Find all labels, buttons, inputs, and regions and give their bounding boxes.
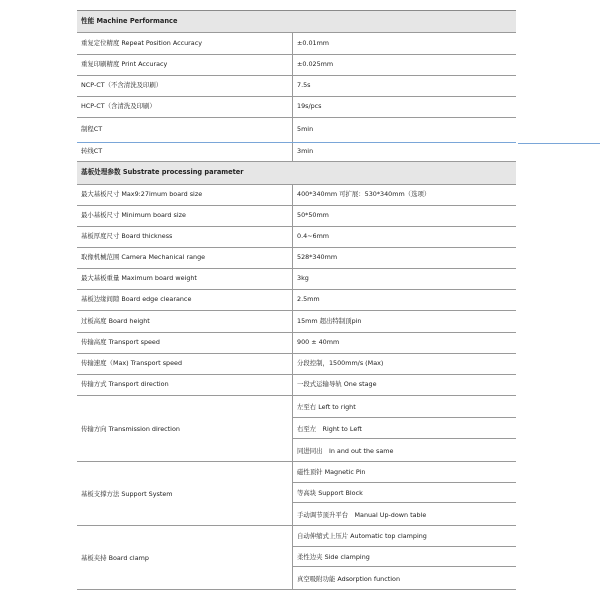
spec-table [77, 10, 516, 590]
row-value: 15mm 超出特制顶pin [297, 316, 362, 325]
group-value: 左至右 Left to right [293, 396, 516, 418]
group-label: 基板支撑方法 Support System [77, 462, 293, 525]
row-label: 过板高度 Board height [77, 311, 293, 332]
group-value: 柔性边夹 Side clamping [293, 547, 516, 568]
table-row [77, 290, 516, 311]
row-label: HCP-CT（含清洗及印刷） [77, 97, 293, 117]
row-label: 最小基板尺寸 Minimum board size [77, 206, 293, 226]
row-value: 528*340mm [297, 253, 338, 262]
row-label: 基板厚度尺寸 Board thickness [77, 227, 293, 247]
group-value: 等高块 Support Block [293, 483, 516, 504]
row-value: 400*340mm 可扩展：530*340mm（选项） [297, 190, 431, 199]
table-row [77, 354, 516, 375]
row-label: 传输方式 Transport direction [77, 375, 293, 395]
row-value: ±0.025mm [297, 60, 334, 69]
row-label: 重复印刷精度 Print Accuracy [77, 55, 293, 75]
row-value: 3kg [297, 274, 309, 283]
row-label: 传输速度（Max) Transport speed [77, 354, 293, 374]
table-group-transmission [77, 396, 516, 462]
section-title: 基板处理参数 Substrate processing parameter [81, 168, 244, 177]
table-row [77, 55, 516, 76]
table-row [77, 143, 516, 162]
row-value: 7.5s [297, 81, 311, 90]
group-value: 右至左 Right to Left [293, 418, 516, 440]
row-value: 分段控制，1500mm/s (Max) [297, 359, 384, 368]
row-value: 5min [297, 125, 314, 134]
row-value: 19s/pcs [297, 102, 322, 111]
table-row [77, 269, 516, 290]
section-header-performance [77, 11, 516, 33]
table-row [77, 206, 516, 227]
table-row [77, 311, 516, 333]
row-value: 900 ± 40mm [297, 338, 340, 347]
group-value: 磁性顶针 Magnetic Pin [293, 462, 516, 483]
table-row [77, 185, 516, 206]
row-value: 2.5mm [297, 295, 320, 304]
group-value: 自动伸缩式上压片 Automatic top clamping [293, 526, 516, 547]
row-value: 50*50mm [297, 211, 329, 220]
table-row [77, 248, 516, 269]
table-row [77, 118, 516, 143]
row-label: 重复定位精度 Repeat Position Accuracy [77, 33, 293, 54]
section-header-substrate [77, 162, 516, 185]
row-value: 一段式运输导轨 One stage [297, 380, 377, 389]
table-row [77, 333, 516, 354]
table-row [77, 33, 516, 55]
table-row [77, 375, 516, 396]
row-label: 基板边缘间隙 Board edge clearance [77, 290, 293, 310]
divider-line [518, 143, 600, 144]
table-group-support [77, 462, 516, 526]
row-label: 最大基板重量 Maximum board weight [77, 269, 293, 289]
group-value: 真空吸附功能 Adsorption function [297, 574, 400, 583]
group-value: 同进同出 In and out the same [297, 446, 394, 455]
row-label: 制程CT [77, 118, 293, 142]
table-row [77, 227, 516, 248]
row-value: 3min [297, 147, 314, 156]
table-row [77, 97, 516, 118]
row-value: ±0.01mm [297, 38, 330, 47]
table-row [77, 76, 516, 97]
row-label: NCP-CT（不含清洗及印刷） [77, 76, 293, 96]
group-value: 手动调节顶升平台 Manual Up-down table [297, 510, 427, 519]
row-label: 最大基板尺寸 Max9:27imum board size [77, 185, 293, 205]
row-label: 转线CT [77, 143, 293, 161]
row-label: 传输高度 Transport speed [77, 333, 293, 353]
group-label: 传输方向 Transmission direction [77, 396, 293, 461]
row-value: 0.4~6mm [297, 232, 330, 241]
row-label: 取像机械范围 Camera Mechanical range [77, 248, 293, 268]
section-title: 性能 Machine Performance [81, 16, 178, 25]
table-group-clamp [77, 526, 516, 590]
group-label: 基板夹持 Board clamp [77, 526, 293, 589]
